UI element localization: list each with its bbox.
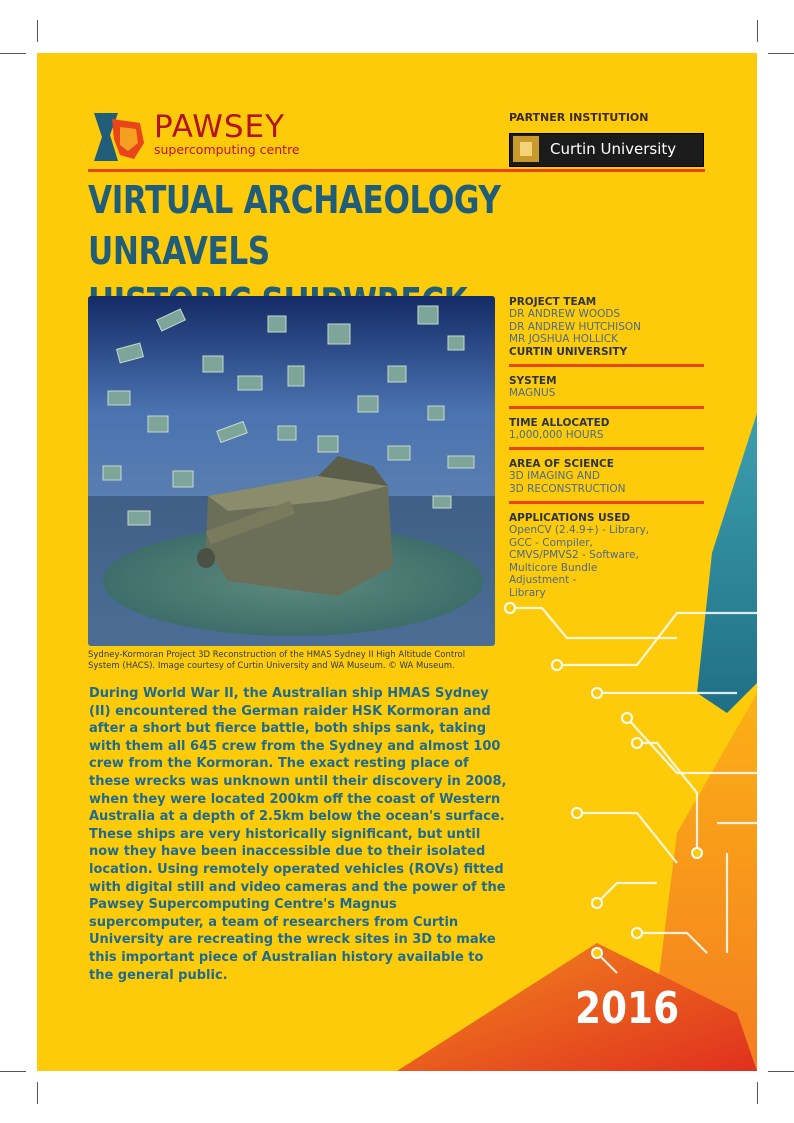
system-block (509, 375, 704, 409)
crop-mark (768, 53, 794, 54)
reconstruction-image (88, 296, 495, 646)
project-team-block (509, 296, 704, 367)
logo-name: PAWSEY (154, 109, 286, 145)
applications-block (509, 512, 704, 605)
time-block (509, 417, 704, 451)
poster-page (37, 53, 757, 1071)
system-value: MAGNUS (509, 387, 556, 399)
crop-mark (757, 20, 758, 42)
curtin-logo (509, 133, 704, 167)
application-line: OpenCV (2.4.9+) - Library, (509, 524, 650, 536)
application-line: GCC - Compiler, (509, 536, 593, 549)
crop-mark (37, 20, 38, 42)
application-line: CMVS/PMVS2 - Software, (509, 549, 639, 561)
shipwreck-render (88, 296, 495, 646)
application-line: Multicore Bundle (509, 561, 598, 574)
science-heading: AREA OF SCIENCE (509, 458, 614, 470)
crop-mark (0, 1071, 26, 1072)
partner-name: Curtin University (550, 140, 677, 158)
title-line-1: VIRTUAL ARCHAEOLOGY UNRAVELS (88, 178, 501, 273)
team-organisation: CURTIN UNIVERSITY (509, 345, 628, 358)
project-sidebar (509, 296, 704, 613)
header-rule (88, 169, 705, 172)
pawsey-logo-mark (90, 109, 148, 165)
crop-mark (757, 1082, 758, 1104)
time-value: 1,000,000 HOURS (509, 428, 604, 441)
crop-mark (768, 1071, 794, 1072)
applications-heading: APPLICATIONS USED (509, 512, 631, 524)
crop-mark (37, 1082, 38, 1104)
time-heading: TIME ALLOCATED (509, 416, 610, 429)
science-block (509, 458, 704, 504)
year-label: 2016 (575, 983, 680, 1034)
science-line: 3D RECONSTRUCTION (509, 482, 626, 495)
pawsey-logo (90, 109, 320, 165)
team-member: MR JOSHUA HOLLICK (509, 333, 618, 345)
partner-label: PARTNER INSTITUTION (509, 111, 649, 124)
system-heading: SYSTEM (509, 375, 557, 387)
image-caption: Sydney-Kormoran Project 3D Reconstruction of the HMAS Sydney II High Altitude Control System (HACS). Image courtesy of Curtin University and WA Museum. © WA Museum. (88, 650, 466, 671)
pawsey-wordmark (154, 111, 300, 157)
curtin-crest-icon (513, 136, 539, 162)
article-body: During World War II, the Australian ship HMAS Sydney (II) encountered the German raider HSK Kormoran and after a short but fierce battle, both ships sank, taking with them all 645 crew from the Sydney and almost 100 crew from the Kormoran. The exact resting place of these wrecks was unknown until their discovery in 2008, when they were located 200km off the coast of Western Australia at a depth of 2.5km below the ocean's surface. These ships are very historically significant, but until now they have been inaccessible due to their isolated location. Using remotely operated vehicles (ROVs) fitted with digital still and video cameras and the power of the Pawsey Supercomputing Centre's Magnus supercomputer, a team of researchers from Curtin University are recreating the wreck sites in 3D to make this important piece of Australian history available to the general public. (89, 686, 507, 983)
project-team-heading: PROJECT TEAM (509, 296, 597, 308)
application-line: Library (509, 586, 546, 599)
application-line: Adjustment - (509, 574, 577, 586)
team-member: DR ANDREW HUTCHISON (509, 320, 641, 333)
team-member: DR ANDREW WOODS (509, 308, 621, 320)
crop-mark (0, 53, 26, 54)
science-line: 3D IMAGING AND (509, 470, 600, 482)
logo-subtitle: supercomputing centre (154, 142, 300, 157)
teal-band (697, 413, 757, 713)
